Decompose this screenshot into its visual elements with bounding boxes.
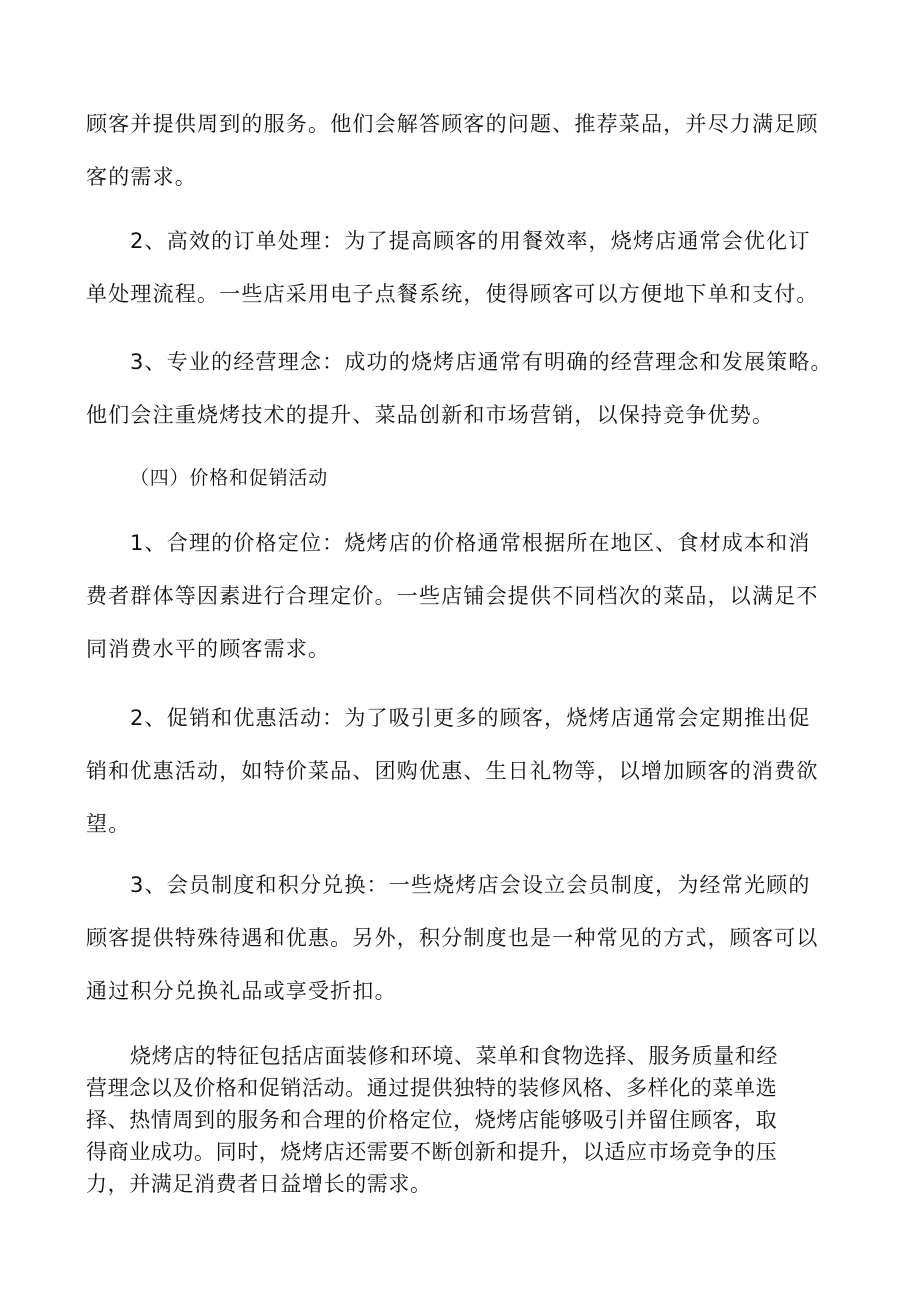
text-line: 顾客提供特殊待遇和优惠。另外，积分制度也是一种常见的方式，顾客可以 (86, 926, 819, 950)
text-line: 同消费水平的顾客需求。 (86, 637, 331, 661)
text-line: 他们会注重烧烤技术的提升、菜品创新和市场营销，以保持竞争优势。 (86, 403, 775, 427)
text-line: 费者群体等因素进行合理定价。一些店铺会提供不同档次的菜品，以满足不 (86, 584, 819, 608)
summary-line: 营理念以及价格和促销活动。通过提供独特的装修风格、多样化的菜单选 (86, 1076, 778, 1100)
paragraph-membership (86, 859, 846, 1018)
summary-line: 择、热情周到的服务和合理的价格定位，烧烤店能够吸引并留住顾客，取 (86, 1108, 778, 1132)
section-heading-text: （四）价格和促销活动 (130, 467, 329, 489)
summary-paragraph (86, 1040, 826, 1200)
text-line: 1、合理的价格定位：烧烤店的价格通常根据所在地区、食材成本和消 (130, 531, 811, 555)
text-line: 2、高效的订单处理：为了提高顾客的用餐效率，烧烤店通常会优化订 (130, 229, 811, 253)
paragraph-business-philosophy (86, 336, 846, 442)
text-line: 通过积分兑换礼品或享受折扣。 (86, 979, 397, 1003)
summary-line: 得商业成功。同时，烧烤店还需要不断创新和提升，以适应市场竞争的压 (86, 1140, 778, 1164)
text-line: 2、促销和优惠活动：为了吸引更多的顾客，烧烤店通常会定期推出促 (130, 706, 811, 730)
text-line: 3、会员制度和积分兑换：一些烧烤店会设立会员制度，为经常光顾的 (130, 873, 811, 897)
section-heading (130, 458, 890, 498)
paragraph-pricing (86, 517, 846, 676)
text-line: 顾客并提供周到的服务。他们会解答顾客的问题、推荐菜品，并尽力满足顾 (86, 112, 819, 136)
paragraph-order-processing (86, 215, 846, 321)
text-line: 单处理流程。一些店采用电子点餐系统，使得顾客可以方便地下单和支付。 (86, 282, 819, 306)
summary-line: 力，并满足消费者日益增长的需求。 (86, 1172, 432, 1196)
text-line: 客的需求。 (86, 165, 197, 189)
paragraph-promotions (86, 692, 846, 851)
text-line: 望。 (86, 812, 131, 836)
summary-line: 烧烤店的特征包括店面装修和环境、菜单和食物选择、服务质量和经 (130, 1044, 778, 1068)
text-line: 3、专业的经营理念：成功的烧烤店通常有明确的经营理念和发展策略。 (130, 350, 833, 374)
paragraph-service-continuation (86, 98, 846, 204)
text-line: 销和优惠活动，如特价菜品、团购优惠、生日礼物等，以增加顾客的消费欲 (86, 759, 819, 783)
